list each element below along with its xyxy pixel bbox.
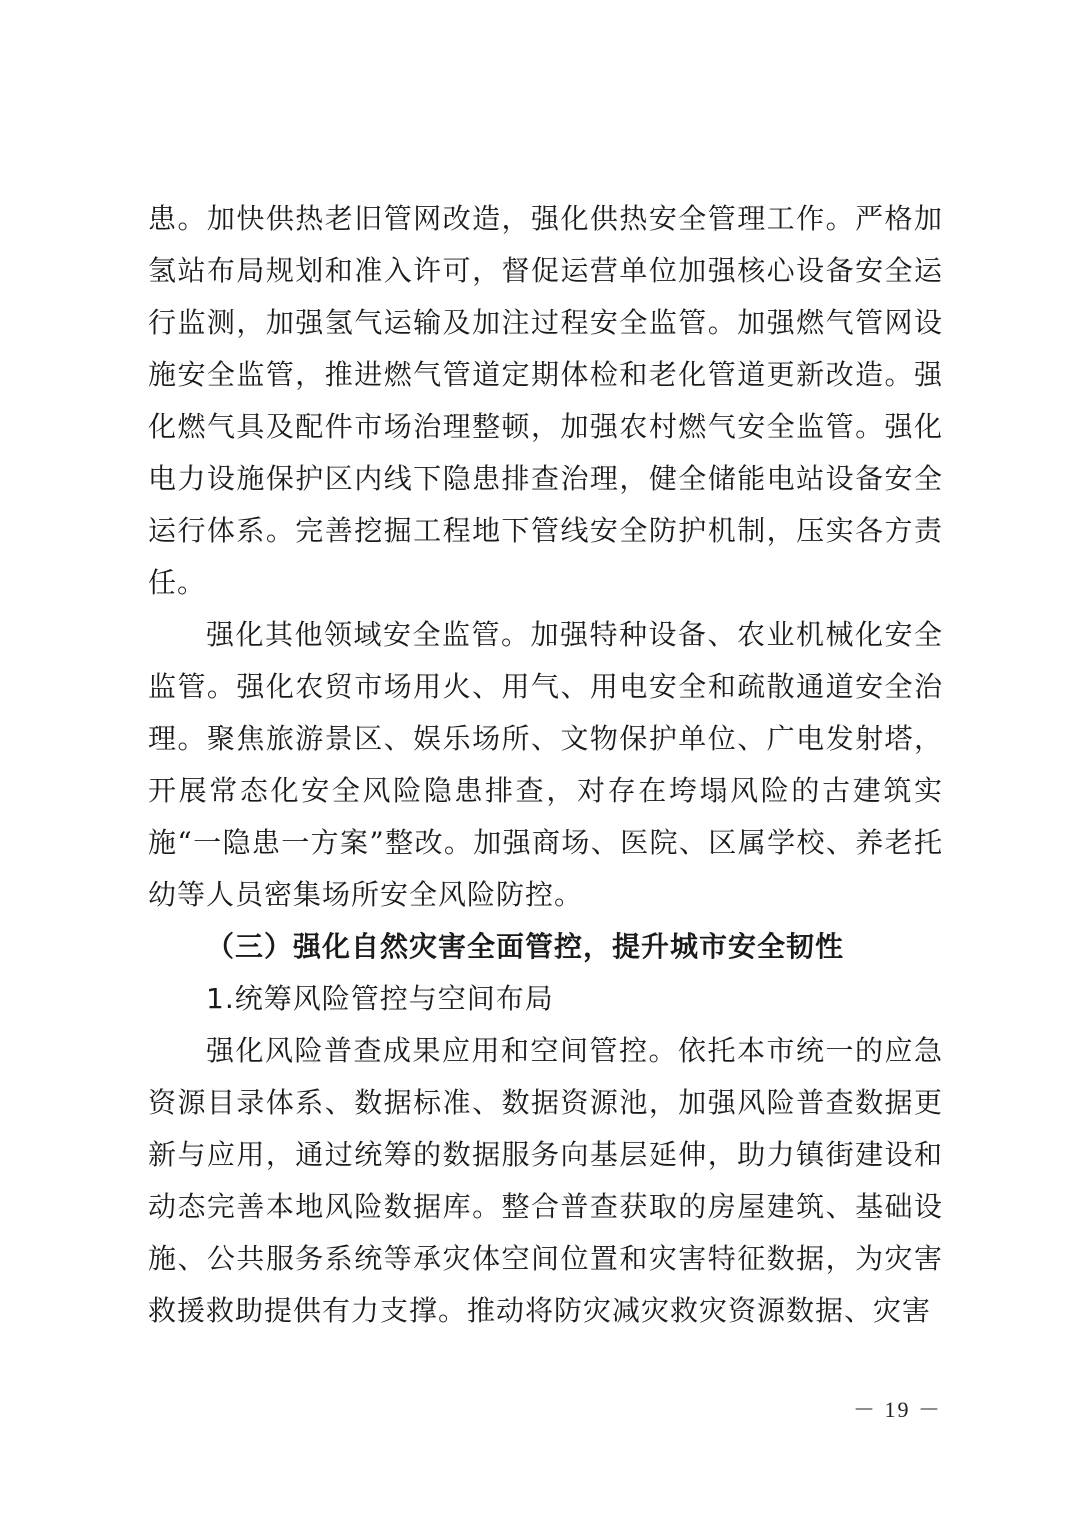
paragraph-risk-survey: 强化风险普查成果应用和空间管控。依托本市统一的应急资源目录体系、数据标准、数据资源池，加强风险普查数据更新与应用，通过统筹的数据服务向基层延伸，助力镇街建设和动态完善本地风险数据库。整合普查获取的房屋建筑、基础设施、公共服务系统等承灾体空间位置和灾害特征数据，为灾害救援救助提供有力支撑。推动将防灾减灾救灾资源数据、灾害 [148, 1034, 943, 1327]
paragraph-utility-safety: 患。加快供热老旧管网改造，强化供热安全管理工作。严格加氢站布局规划和准入许可，督促运营单位加强核心设备安全运行监测，加强氢气运输及加注过程安全监管。加强燃气管网设施安全监管，推进燃气管道定期体检和老化管道更新改造。强化燃气具及配件市场治理整顿，加强农村燃气安全监管。强化电力设施保护区内线下隐患排查治理，健全储能电站设备安全运行体系。完善挖掘工程地下管线安全防护机制，压实各方责任。 [148, 202, 943, 599]
paragraph-other-sectors: 强化其他领域安全监管。加强特种设备、农业机械化安全监管。强化农贸市场用火、用气、用电安全和疏散通道安全治理。聚焦旅游景区、娱乐场所、文物保护单位、广电发射塔，开展常态化安全风险隐患排查，对存在垮塌风险的古建筑实施“一隐患一方案”整改。加强商场、医院、区属学校、养老托幼等人员密集场所安全风险防控。 [148, 618, 943, 911]
page-number: － 19 － [852, 1397, 942, 1422]
subsection-heading-risk-control: 1.统筹风险管控与空间布局 [206, 982, 554, 1015]
document-body [148, 193, 943, 1337]
section-heading-natural-disasters: （三）强化自然灾害全面管控，提升城市安全韧性 [206, 930, 845, 963]
